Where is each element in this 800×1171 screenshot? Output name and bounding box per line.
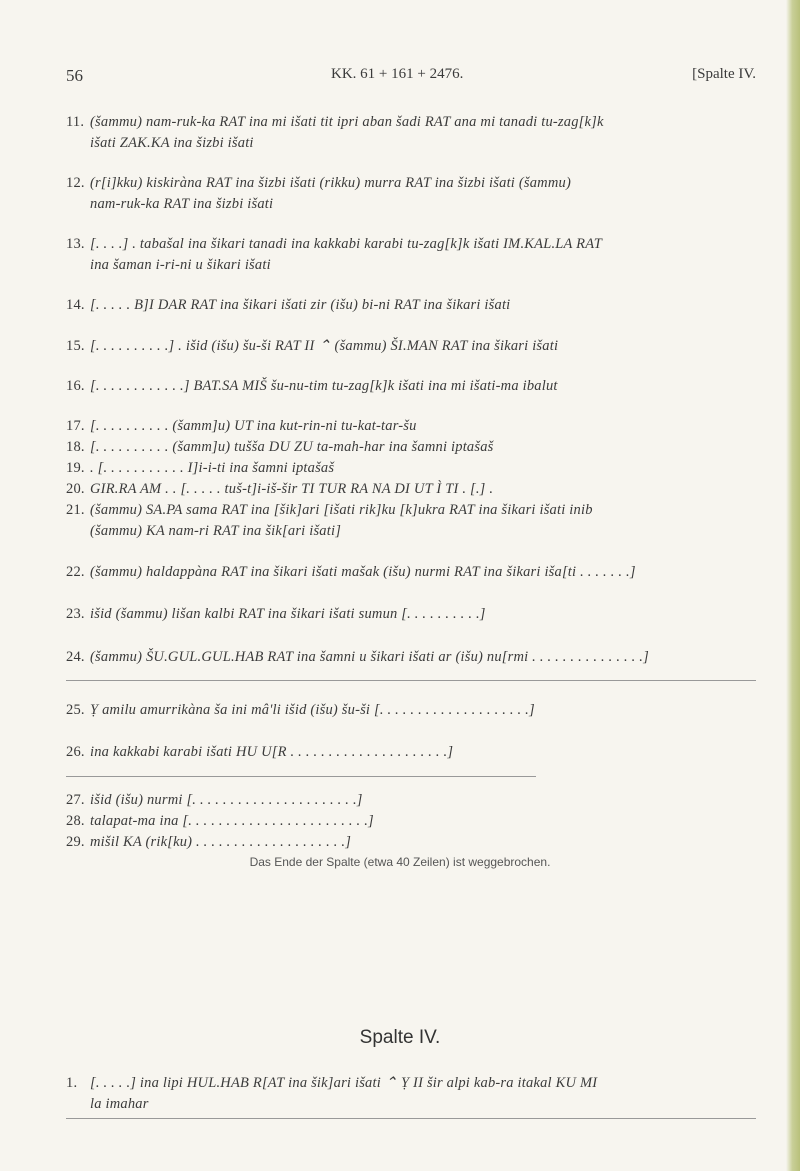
section-line-1: 1. [. . . . .] ina lipi HUL.HAB R[AT ina šik]ari išati ⌃ Ỵ II šir alpi kab-ra itakal KU MI la imahar xyxy=(66,1075,598,1112)
text-line-24: 24. (šammu) ŠU.GUL.GUL.HAB RAT ina šamni u šikari išati ar (išu) nu[rmi . . . . . . . . . . . . . . .] xyxy=(66,649,649,665)
section-divider-short xyxy=(66,776,536,777)
section-divider xyxy=(66,680,756,681)
text-line-28: 28. talapat-ma ina [. . . . . . . . . . . . . . . . . . . . . . . .] xyxy=(66,813,374,829)
tablet-reference: KK. 61 + 161 + 2476. xyxy=(331,66,464,82)
text-line-27: 27. išid (išu) nurmi [. . . . . . . . . . . . . . . . . . . . . .] xyxy=(66,792,363,808)
text-line-15: 15. [. . . . . . . . . .] . išid (išu) šu-ši RAT II ⌃ (šammu) ŠI.MAN RAT ina šikari išati xyxy=(66,338,559,354)
bottom-rule xyxy=(66,1118,756,1119)
text-line-18: 18. [. . . . . . . . . . (šamm]u) tušša DU ZU ta-mah-har ina šamni iptašaš xyxy=(66,439,494,455)
page-header xyxy=(66,66,756,90)
text-line-13: 13. [. . . .] . tabašal ina šikari tanadi ina kakkabi karabi tu-zag[k]k išati IM.KAL.LA RAT ina šaman i-ri-ni u šikari išati xyxy=(66,236,603,273)
text-line-20: 20. GIR.RA AM . . [. . . . . tuš-t]i-iš-šir TI TUR RA NA DI UT Ì TI . [.] . xyxy=(66,481,494,497)
text-line-26: 26. ina kakkabi karabi išati HU U[R . . . . . . . . . . . . . . . . . . . . .] xyxy=(66,744,454,760)
column-label: [Spalte IV. xyxy=(692,66,756,82)
text-line-22: 22. (šammu) haldappàna RAT ina šikari išati mašak (išu) nurmi RAT ina šikari iša[ti . . . . . . .] xyxy=(66,564,636,580)
end-of-column-note: Das Ende der Spalte (etwa 40 Zeilen) ist weggebrochen. xyxy=(249,855,551,869)
text-line-21: 21. (šammu) SA.PA sama RAT ina [šik]ari [išati rik]ku [k]ukra RAT ina šikari išati inib (šammu) KA nam-ri RAT ina šik[ari išati] xyxy=(66,502,593,539)
text-line-17: 17. [. . . . . . . . . . (šamm]u) UT ina kut-rin-ni tu-kat-tar-šu xyxy=(66,418,417,434)
text-line-14: 14. [. . . . . B]I DAR RAT ina šikari išati zir (išu) bi-ni RAT ina šikari išati xyxy=(66,297,511,313)
text-line-25: 25. Ỵ amilu amurrikàna ša ini mâ'li išid (išu) šu-ši [. . . . . . . . . . . . . . . . . . . .] xyxy=(66,702,535,718)
page-number: 56 xyxy=(66,66,83,85)
text-line-12: 12. (r[i]kku) kiskiràna RAT ina šizbi išati (rikku) murra RAT ina šizbi išati (šammu) nam-ruk-ka RAT ina šizbi išati xyxy=(66,175,572,212)
section-title: Spalte IV. xyxy=(359,1027,441,1048)
text-line-23: 23. išid (šammu) lišan kalbi RAT ina šikari išati sumun [. . . . . . . . . .] xyxy=(66,606,486,622)
page-edge-stain xyxy=(786,0,800,1171)
text-line-29: 29. mišil KA (rik[ku) . . . . . . . . . . . . . . . . . . . .] xyxy=(66,834,352,850)
text-line-16: 16. [. . . . . . . . . . . .] BAT.SA MIŠ šu-nu-tim tu-zag[k]k išati ina mi išati-ma ibalut xyxy=(66,378,558,394)
text-line-19: 19. . [. . . . . . . . . . . I]i-i-ti ina šamni iptašaš xyxy=(66,460,335,476)
text-line-11: 11. (šammu) nam-ruk-ka RAT ina mi išati tit ipri aban šadi RAT ana mi tanadi tu-zag[k]k išati ZAK.KA ina šizbi išati xyxy=(66,114,604,151)
